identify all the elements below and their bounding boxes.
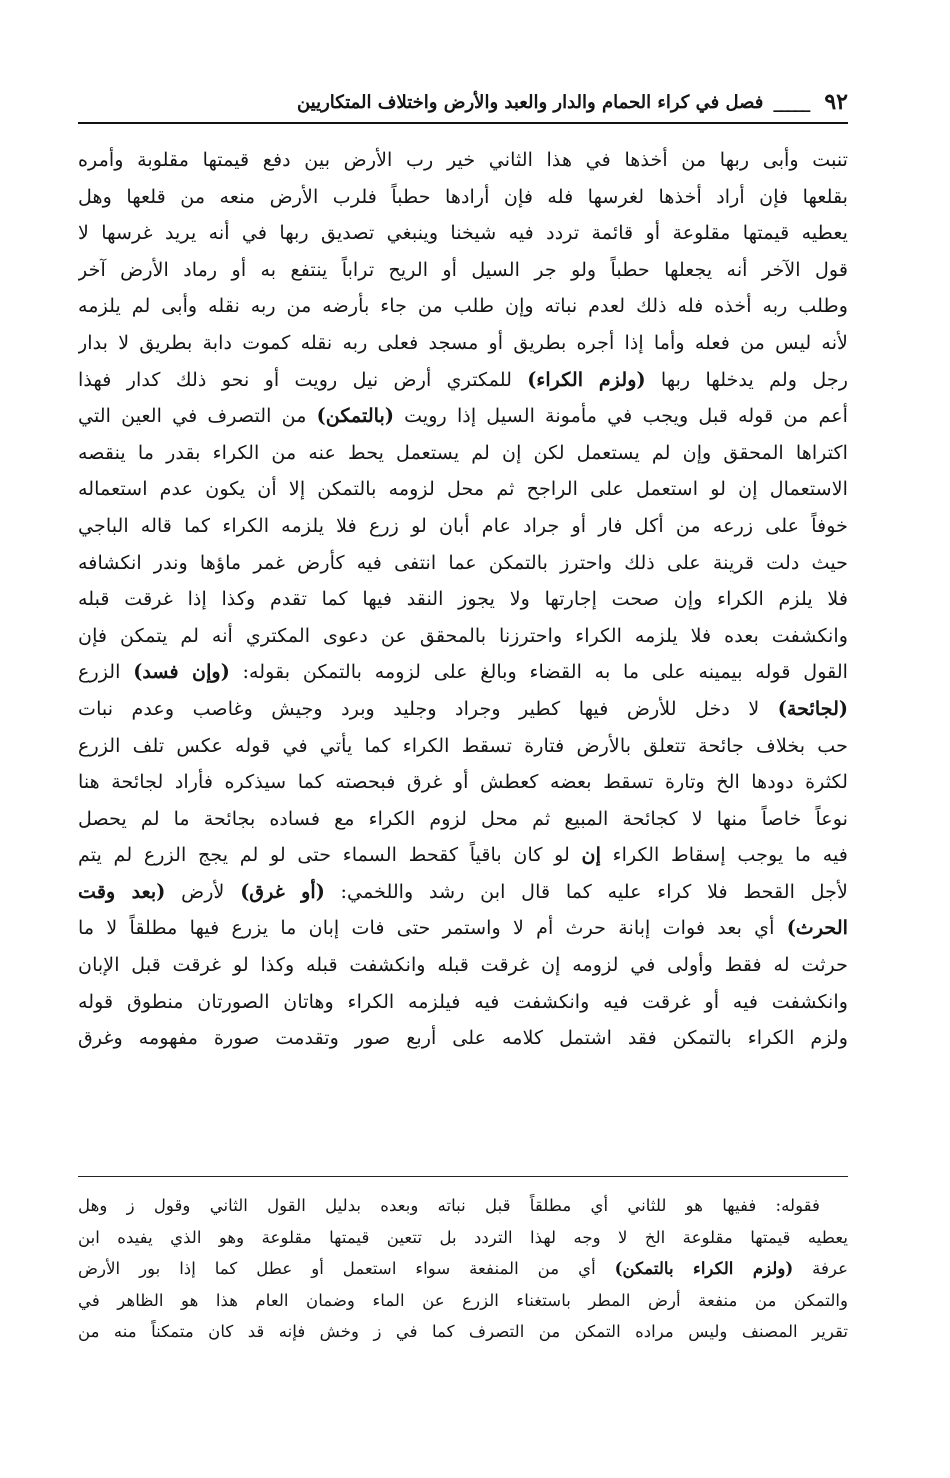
footnote-separator [78,1176,848,1177]
text-line [78,288,848,325]
bold-phrase: (وإن فسد) [133,660,230,684]
header-dash: _____ [773,91,809,113]
text-segment: الاستعمال إن لو استعمل على الراجح ثم محل لزومه بالتمكن إلا أن يكون عدم استعماله [78,477,848,501]
footnote-line [78,1316,848,1348]
text-line [78,1020,848,1057]
text-segment: أي من المنفعة سواء استعمل أو عطل كما إذا بور الأرض [78,1259,615,1279]
text-segment: حرثت له فقط وأولى في لزومه إن غرقت قبله وانكشفت قبله وكذا لو غرقت قبل الإبان [78,953,848,977]
text-line [78,179,848,216]
text-segment: لو كان باقياً كقحط السماء حتى لو لم يجج الزرع لم يتم [78,843,582,867]
text-line [78,837,848,874]
text-segment: يعطيه قيمتها مقلوعة الخ لا وجه لهذا التردد بل تتعين قيمتها مقلوعة وهو الذي يفيده ابن [78,1227,848,1247]
page-header [78,84,848,120]
text-line [78,508,848,545]
text-line [78,398,848,435]
text-line [78,801,848,838]
text-segment: فلا يلزم الكراء وإن صحت إجارتها ولا يجوز النقد فيها كما تقدم وكذا إذا غرقت قبله [78,587,848,611]
bold-phrase: (لجائحة) [777,696,848,720]
text-segment: تنبت وأبى ربها من أخذها في هذا الثاني خير رب الأرض بين دفع قيمتها مقلوبة وأمره [78,148,848,171]
text-segment: وانكشفت فيه أو غرقت فيه وانكشفت فيه فيلزمه الكراء وهاتان الصورتان منطوق قوله [78,989,848,1013]
text-segment: فقوله: ففيها هو للثاني أي مطلقاً قبل نباته وبعده بدليل القول الثاني وقول ز وهل [78,1196,820,1215]
text-line [78,362,848,399]
bold-phrase: (بالتمكن) [316,404,394,428]
text-line [78,215,848,252]
text-segment: أعم من قوله قبل ويجب في مأمونة السيل إذا رويت [393,404,848,428]
text-line [78,874,848,911]
text-line [78,581,848,618]
bold-phrase: الحرث) [786,916,848,940]
footnote-line [78,1190,848,1222]
bold-phrase: (أو غرق) [240,879,325,903]
text-segment: حيث دلت قرينة على ذلك واحترز بالتمكن عما انتفى فيه كأرض غمر ماؤها وندر انكشافه [78,550,848,574]
text-segment: الزرع [78,660,134,684]
text-line [78,728,848,765]
text-line [78,471,848,508]
bold-phrase: إن [581,843,601,867]
text-segment: نوعاً خاصاً منها لا كجائحة المبيع ثم محل لزوم الكراء مع فساده بجائحة ما لم يحصل [78,806,848,830]
bold-phrase: (ولزم الكراء بالتمكن) [614,1258,794,1279]
footnote-line [78,1253,848,1285]
header-rule [78,122,848,124]
bold-phrase: (بعد وقت [78,879,166,903]
text-segment: لأنه ليس من فعله وأما إذا أجره بطريق أو مسجد فعلى ربه نقله كموت دابة بطريق لا بدار [78,330,848,354]
text-line [78,435,848,472]
text-line [78,691,848,728]
text-segment: اكتراها المحقق وإن لم يستعمل لكن إن لم يستعمل يحط عنه من الكراء بقدر ما ينقصه [78,440,848,464]
text-segment: لأرض [165,879,241,903]
text-segment: رجل ولم يدخلها ربها [645,367,848,391]
running-title: فصل في كراء الحمام والدار والعبد والأرض واختلاف المتكاريين [296,91,764,113]
text-segment: للمكتري أرض نيل رويت أو نحو ذلك كدار فهذا [78,367,528,391]
text-line [78,654,848,691]
text-segment: والتمكن من منفعة أرض المطر باستغناء الزرع عن الماء وضمان العام هذا هو الظاهر في [78,1290,848,1310]
text-segment: تقرير المصنف وليس مراده التمكن من التصرف كما في ز وخش فإنه قد كان متمكناً منه من [78,1322,848,1342]
text-segment: لكثرة دودها الخ وتارة تسقط بعضه كعطش أو غرق فبحصته كما سيذكره فأراد لجائحة هنا [78,770,848,794]
text-segment: لا دخل للأرض فيها كطير وجراد وجليد وبرد وجيش وغاصب وعدم نبات [78,696,778,720]
text-segment: خوفاً على زرعه من أكل فار أو جراد عام أبان لو زرع فلا يلزمه الكراء كما قاله الباجي [78,513,848,537]
footnote-line [78,1222,848,1254]
text-segment: وطلب ربه أخذه فله ذلك لعدم نباته وإن طلب من جاء بأرضه من ربه نقله وأبى لم يلزمه [78,294,848,318]
text-segment: من التصرف في العين التي [78,404,317,428]
text-segment: ولزم الكراء بالتمكن فقد اشتمل كلامه على أربع صور وتقدمت صورة مفهومه وغرق [78,1026,848,1050]
bold-phrase: (ولزم الكراء) [527,367,646,391]
footnote-text [78,1190,848,1348]
text-line [78,252,848,289]
text-line [78,984,848,1021]
text-segment: فيه ما يوجب إسقاط الكراء [600,843,848,867]
text-segment: قول الآخر أنه يجعلها حطباً ولو جر السيل أو الريح تراباً ينتفع به أو رماد الأرض آخر [78,257,848,281]
text-segment: عرفة [793,1259,848,1279]
text-segment: بقلعها فإن أراد أخذها لغرسها فله فإن أرادها حطباً فلرب الأرض منعه من قلعها وهل [78,184,848,208]
text-line [78,618,848,655]
text-segment: حب بخلاف جائحة تتعلق بالأرض فتارة تسقط الكراء كما يأتي في قوله عكس تلف الزرع [78,733,848,757]
text-segment: لأجل القحط فلا كراء عليه كما قال ابن رشد واللخمي: [324,879,848,903]
text-segment: وانكشفت بعده فلا يلزمه الكراء واحترزنا بالمحقق عن دعوى المكتري أنه لم يتمكن فإن [78,623,848,647]
text-line [78,142,848,179]
main-text [78,142,848,1057]
text-segment: القول قوله بيمينه على ما به القضاء وبالغ على لزومه بالتمكن بقوله: [229,660,848,684]
footnote-line [78,1285,848,1317]
text-line [78,947,848,984]
text-line [78,910,848,947]
text-line [78,545,848,582]
text-line [78,325,848,362]
text-segment: يعطيه قيمتها مقلوعة أو قائمة تردد فيه شيخنا وينبغي تصديق ربها في أنه يريد غرسها لا [78,221,848,245]
text-segment: أي بعد فوات إبانة حرث أم لا واستمر حتى فات إبان ما يزرع فيها مطلقاً لا ما [78,916,787,940]
text-line [78,764,848,801]
page-number: ٩٢ [824,89,848,115]
